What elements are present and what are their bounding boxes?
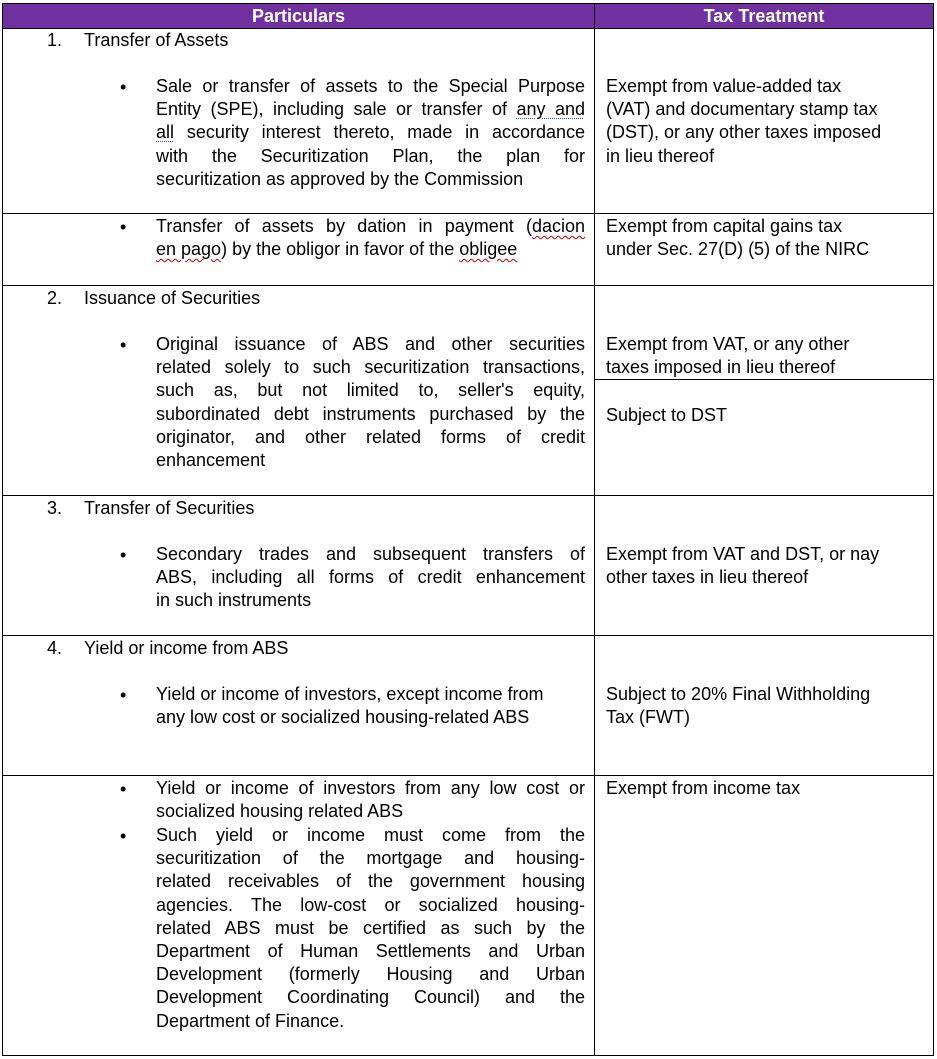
particular-text: Secondary trades and subsequent transfers of ABS, including all forms of credit enhancement in such instruments <box>156 544 585 611</box>
tax-treatment-text: Exempt from income tax <box>606 778 801 798</box>
row-divider <box>3 285 933 286</box>
particular-text: Yield or income of investors from any low cost or socialized housing related ABS <box>156 778 585 822</box>
header-particulars: Particulars <box>251 6 346 26</box>
section-title: Issuance of Securities <box>84 288 261 308</box>
row-divider <box>3 495 933 496</box>
bullet-icon: • <box>120 545 127 565</box>
section-number: 4. <box>47 638 63 658</box>
row-divider <box>3 635 933 636</box>
bullet-icon: • <box>120 826 127 846</box>
section-title: Transfer of Securities <box>84 498 255 518</box>
tax-treatment-text: Exempt from value-added tax (VAT) and documentary stamp tax (DST), or any other taxes imposed in lieu thereof <box>606 76 882 166</box>
particular-text: Yield or income of investors, except income from any low cost or socialized housing-related ABS <box>156 684 544 728</box>
tax-treatment-table <box>2 3 934 1056</box>
particular-text: Such yield or income must come from the securitization of the mortgage and housing- related receivables of the government housing agencies. The low-cost or socialized housing- related ABS must be certified as such by the Department of Human Settlements and Urban Development (formerly Housing and Urban Development Coordinating Council) and the Department of Finance. <box>156 825 585 1031</box>
tax-treatment-text: Exempt from VAT, or any other taxes imposed in lieu thereof <box>606 334 850 378</box>
bullet-icon: • <box>120 77 127 97</box>
bullet-icon: • <box>120 335 127 355</box>
bullet-icon: • <box>120 217 127 237</box>
particular-text: Original issuance of ABS and other securities related solely to such securitization transactions, such as, but not limited to, seller's equity, subordinated debt instruments purchased by the originator, and other related forms of credit enhancement <box>156 334 585 471</box>
bullet-icon: • <box>120 779 127 799</box>
tax-treatment-text: Subject to DST <box>606 405 728 425</box>
tax-treatment-text: Exempt from VAT and DST, or nay other taxes in lieu thereof <box>606 544 880 588</box>
column-divider <box>594 4 595 1055</box>
section-number: 3. <box>47 498 63 518</box>
section-number: 1. <box>47 30 63 50</box>
bullet-icon: • <box>120 685 127 705</box>
particular-text: Sale or transfer of assets to the Special Purpose Entity (SPE), including sale or transfer of any and all security interest thereto, made in accordance with the Securitization Plan, the plan for securitization as approved by the Commission <box>156 76 585 189</box>
header-tax-treatment: Tax Treatment <box>703 6 825 26</box>
section-number: 2. <box>47 288 63 308</box>
table-header <box>3 4 933 28</box>
section-title: Transfer of Assets <box>84 30 229 50</box>
particular-text: Transfer of assets by dation in payment (dacion en pago) by the obligor in favor of the obligee <box>156 216 585 260</box>
row-divider <box>3 775 933 776</box>
section-title: Yield or income from ABS <box>84 638 289 658</box>
row-divider <box>3 213 933 214</box>
tax-treatment-text: Exempt from capital gains tax under Sec. 27(D) (5) of the NIRC <box>606 216 870 260</box>
tax-treatment-text: Subject to 20% Final Withholding Tax (FWT) <box>606 684 871 728</box>
